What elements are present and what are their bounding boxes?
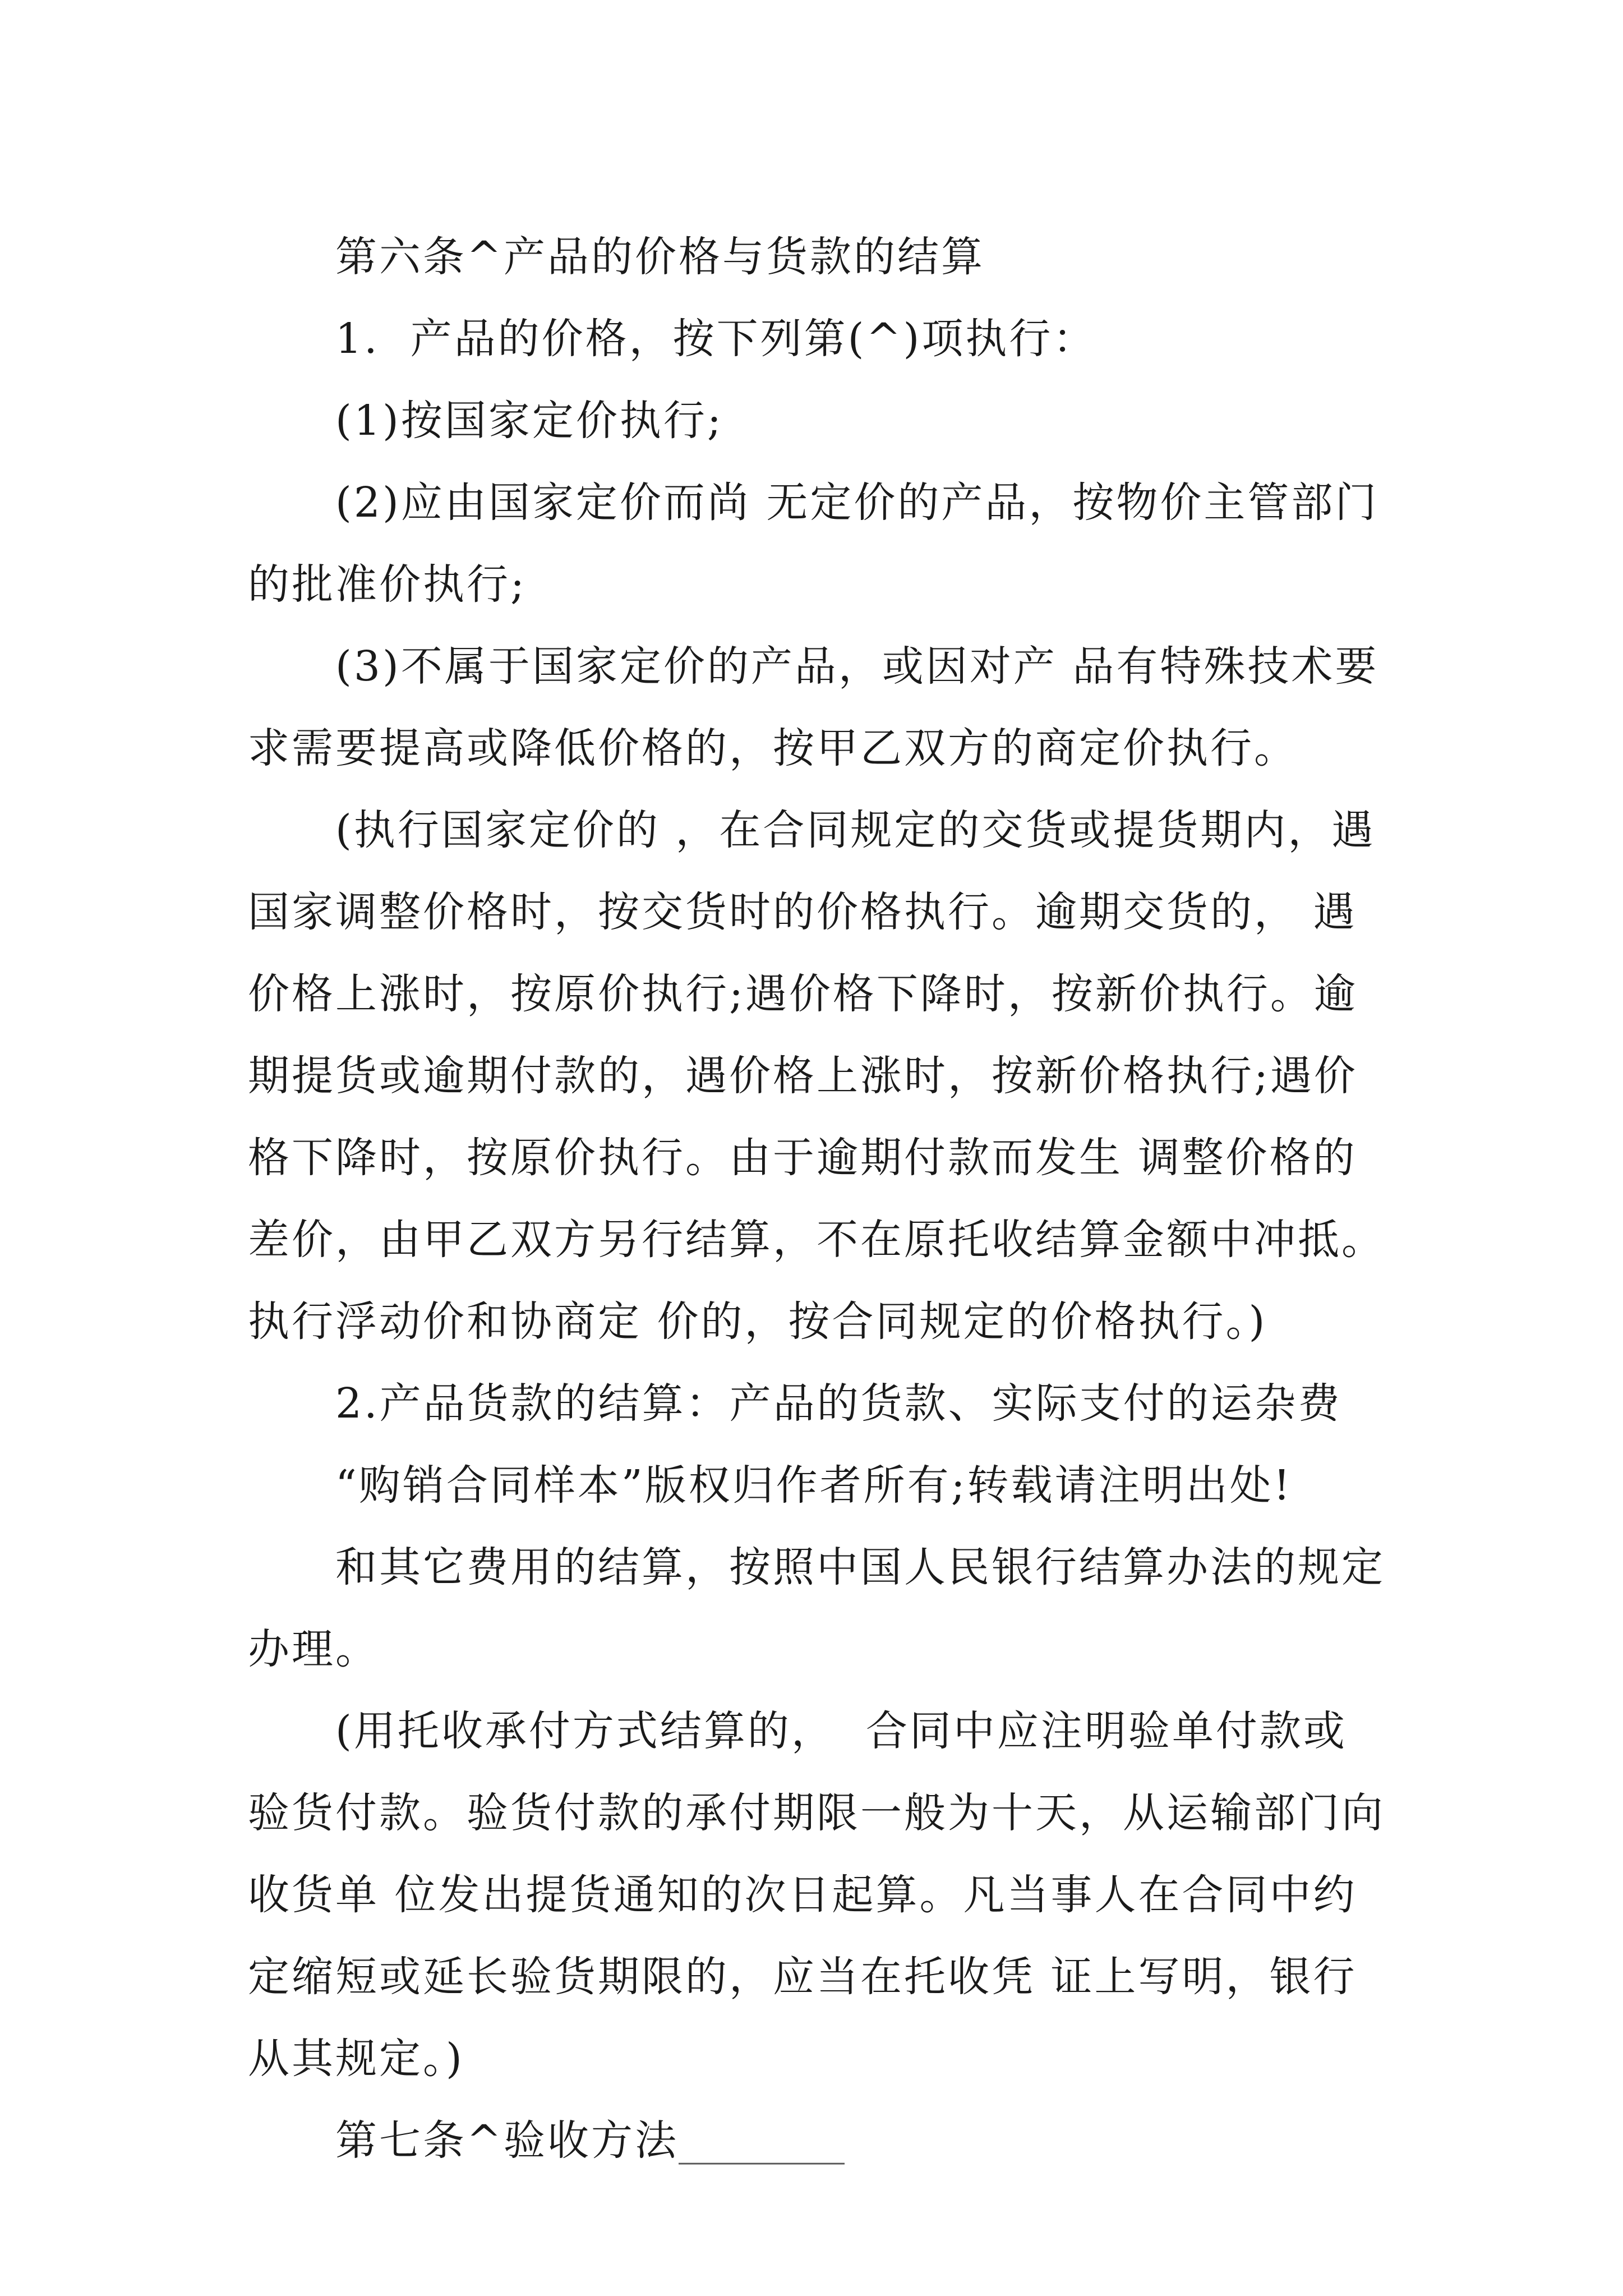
text-line: 和其它费用的结算，按照中国人民银行结算办法的规定 bbox=[335, 1543, 1385, 1591]
text-line: 价格上涨时，按原价执行;遇价格下降时，按新价执行。逾 bbox=[248, 970, 1358, 1018]
text-line: 差价，由甲乙双方另行结算，不在原托收结算金额中冲抵。 bbox=[248, 1216, 1385, 1264]
text-line: 的批准价执行; bbox=[248, 560, 527, 609]
text-line: 2.产品货款的结算：产品的货款、实际支付的运杂费 bbox=[335, 1379, 1342, 1428]
article-7-heading bbox=[248, 2100, 1392, 2182]
article-7-label: 第七条^验收方法 bbox=[335, 2116, 679, 2165]
text-line: 办理。 bbox=[248, 1625, 379, 1673]
text-line: 从其规定。) bbox=[248, 2035, 464, 2083]
text-line: 执行浮动价和协商定 价的，按合同规定的价格执行。) bbox=[248, 1297, 1267, 1346]
text-line: (1)按国家定价执行; bbox=[335, 397, 723, 445]
text-line: (用托收承付方式结算的， 合同中应注明验单付款或 bbox=[335, 1707, 1347, 1755]
text-line: 格下降时，按原价执行。由于逾期付款而发生 调整价格的 bbox=[248, 1134, 1357, 1182]
article-6-heading: 第六条^产品的价格与货款的结算 bbox=[335, 233, 985, 281]
text-line: (3)不属于国家定价的产品，或因对产 品有特殊技术要 bbox=[335, 642, 1379, 691]
text-line: (2)应由国家定价而尚 无定价的产品，按物价主管部门 bbox=[335, 478, 1379, 527]
text-line: 定缩短或延长验货期限的，应当在托收凭 证上写明，银行 bbox=[248, 1953, 1357, 2001]
text-line: 国家调整价格时，按交货时的价格执行。逾期交货的， 遇 bbox=[248, 888, 1357, 936]
text-line: 收货单 位发出提货通知的次日起算。凡当事人在合同中约 bbox=[248, 1871, 1357, 1919]
text-line: (执行国家定价的 ，在合同规定的交货或提货期内，遇 bbox=[335, 806, 1376, 854]
text-line: 期提货或逾期付款的，遇价格上涨时，按新价格执行;遇价 bbox=[248, 1052, 1358, 1100]
text-line: 验货付款。验货付款的承付期限一般为十天，从运输部门向 bbox=[248, 1789, 1385, 1837]
text-line: 1. 产品的价格，按下列第(^)项执行： bbox=[335, 315, 1097, 363]
contract-body-text bbox=[248, 216, 1392, 2182]
copyright-notice: “购销合同样本”版权归作者所有;转载请注明出处! bbox=[335, 1461, 1293, 1510]
text-line: 求需要提高或降低价格的，按甲乙双方的商定价执行。 bbox=[248, 724, 1298, 772]
fill-in-blank: ________ bbox=[679, 2116, 845, 2165]
